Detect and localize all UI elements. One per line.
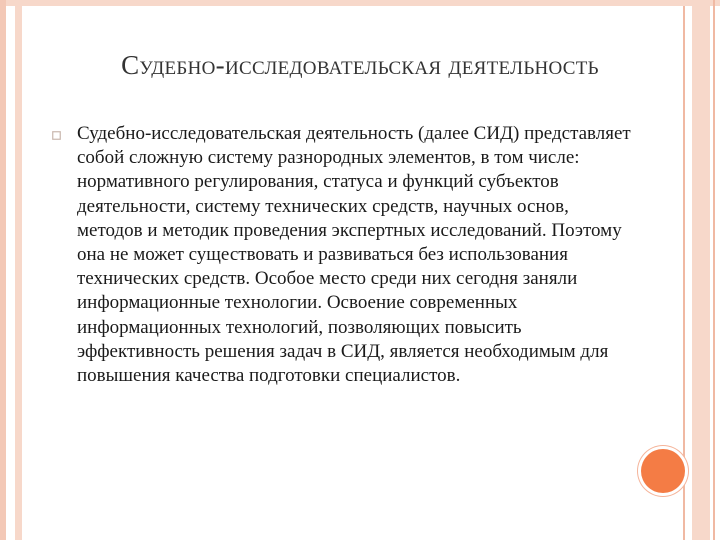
outline-bullet-icon [52, 131, 61, 140]
slide-title: Судебно-исследовательская деятельность [121, 50, 599, 80]
slide-content [52, 122, 632, 388]
frame-left-inner-stripe [15, 6, 22, 540]
frame-top-stripe [6, 0, 720, 6]
frame-right-line [683, 6, 685, 540]
decorative-orange-circle [641, 449, 685, 493]
frame-right-band [692, 0, 710, 540]
frame-right-edge-line [713, 0, 715, 540]
frame-left-outer-stripe [0, 0, 6, 540]
slide-body-paragraph: Судебно-исследовательская деятельность (далее СИД) представляет собой сложную систему разнородных элементов, в том числе: нормативного регулирования, статуса и функций субъектов деятельности, систему технических средств, научных основ, методов и методик проведения экспертных исследований. Поэтому она не может существовать и развиваться без использования технических средств. Особое место среди них сегодня заняли информационные технологии. Освоение современных информационных технологий, позволяющих повысить эффективность решения задач в СИД, является необходимым для повышения качества подготовки специалистов. [77, 123, 631, 387]
